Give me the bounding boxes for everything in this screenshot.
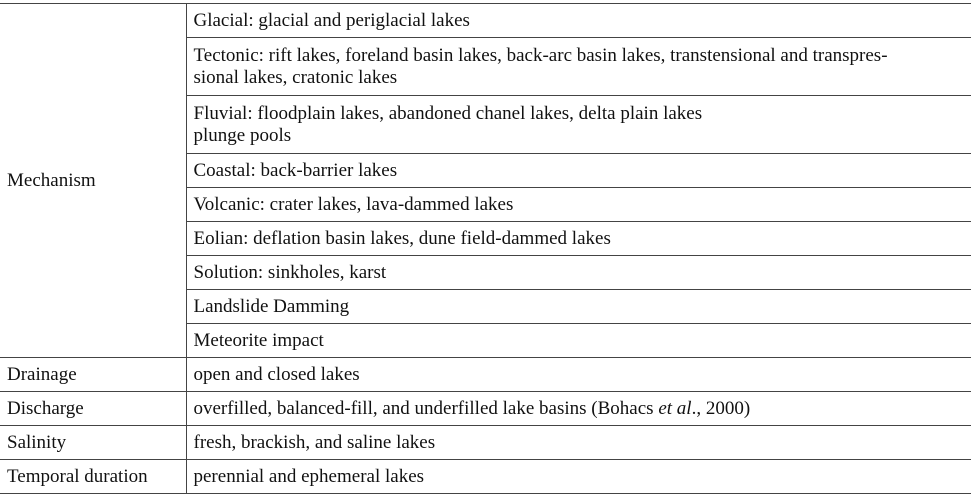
table-row — [0, 4, 971, 38]
mechanism-eolian — [186, 222, 971, 256]
cell-line: Fluvial: floodplain lakes, abandoned chanel lakes, delta plain lakes — [193, 102, 703, 124]
discharge-text-before: overfilled, balanced-fill, and underfilled lake basins (Bohacs — [193, 397, 659, 419]
cell-line: sional lakes, cratonic lakes — [193, 66, 398, 88]
mechanism-meteorite — [186, 324, 971, 358]
discharge-text-after: ., 2000) — [691, 397, 751, 419]
cell-line: Glacial: glacial and periglacial lakes — [193, 9, 470, 31]
salinity-value: fresh, brackish, and saline lakes — [186, 426, 971, 460]
mechanism-glacial — [186, 4, 971, 38]
cell-line: Volcanic: crater lakes, lava-dammed lakes — [193, 193, 514, 215]
cell-line: Landslide Damming — [193, 295, 350, 317]
discharge-value — [186, 392, 971, 426]
mechanism-label: Mechanism — [0, 4, 186, 358]
temporal-duration-label: Temporal duration — [0, 460, 186, 494]
table-row — [0, 392, 971, 426]
cell-line: Tectonic: rift lakes, foreland basin lakes, back-arc basin lakes, transtensional and transpres- — [193, 44, 888, 66]
cell-line: Solution: sinkholes, karst — [193, 261, 387, 283]
drainage-value: open and closed lakes — [186, 358, 971, 392]
discharge-label: Discharge — [0, 392, 186, 426]
mechanism-landslide — [186, 290, 971, 324]
cell-line: Coastal: back-barrier lakes — [193, 159, 398, 181]
drainage-label: Drainage — [0, 358, 186, 392]
cell-line: plunge pools — [193, 124, 292, 146]
mechanism-volcanic — [186, 188, 971, 222]
discharge-text-italic: et al — [658, 397, 692, 419]
lake-classification-table — [0, 3, 971, 494]
cell-line: Eolian: deflation basin lakes, dune field-dammed lakes — [193, 227, 611, 249]
table-row — [0, 460, 971, 494]
mechanism-solution — [186, 256, 971, 290]
salinity-label: Salinity — [0, 426, 186, 460]
cell-line: Meteorite impact — [193, 329, 324, 351]
table-row — [0, 358, 971, 392]
mechanism-tectonic — [186, 38, 971, 96]
mechanism-coastal — [186, 154, 971, 188]
table-row — [0, 426, 971, 460]
mechanism-fluvial — [186, 96, 971, 154]
temporal-duration-value: perennial and ephemeral lakes — [186, 460, 971, 494]
